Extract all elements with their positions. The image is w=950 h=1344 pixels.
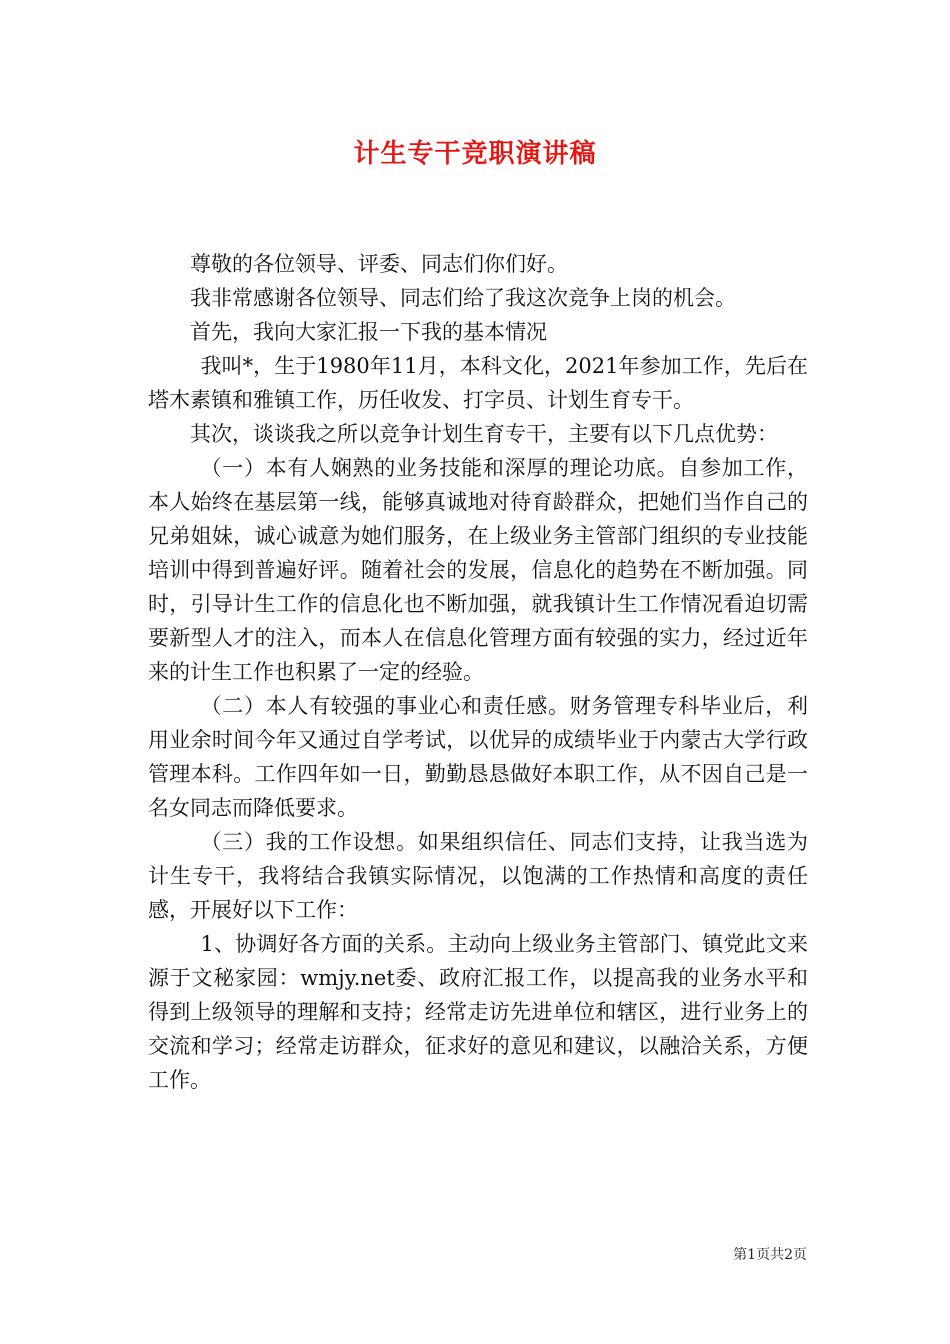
paragraph-advantage-one: （一）本有人娴熟的业务技能和深厚的理论功底。自参加工作，本人始终在基层第一线，能够真诚地对待育龄群众，把她们当作自己的兄弟姐妹，诚心诚意为她们服务，在上级业务主管部门组织的专业技能培训中得到普遍好评。随着社会的发展，信息化的趋势在不断加强。同时，引导计生工作的信息化也不断加强，就我镇计生工作情况看迫切需要新型人才的注入，而本人在信息化管理方面有较强的实力，经过近年来的计生工作也积累了一定的经验。 bbox=[148, 456, 808, 684]
page-number: 第1页共2页 bbox=[733, 1247, 807, 1263]
paragraph-intro: 首先，我向大家汇报一下我的基本情况 bbox=[190, 320, 547, 344]
document-title: 计生专干竞职演讲稿 bbox=[353, 139, 597, 169]
paragraph-basic-info: 我叫*，生于1980年11月，本科文化，2021年参加工作，先后在塔木素镇和雅镇工作，历任收发、打字员、计划生育专干。 bbox=[148, 354, 808, 412]
paragraph-advantage-two: （二）本人有较强的事业心和责任感。财务管理专科毕业后，利用业余时间今年又通过自学考试，以优异的成绩毕业于内蒙古大学行政管理本科。工作四年如一日，勤勤恳恳做好本职工作，从不因自己是一名女同志而降低要求。 bbox=[148, 694, 808, 820]
paragraph-advantage-three: （三）我的工作设想。如果组织信任、同志们支持，让我当选为计生专干，我将结合我镇实际情况，以饱满的工作热情和高度的责任感，开展好以下工作： bbox=[148, 830, 808, 922]
paragraph-work-plan-one: 1、协调好各方面的关系。主动向上级业务主管部门、镇党此文来源于文秘家园：wmjy.net委、政府汇报工作，以提高我的业务水平和得到上级领导的理解和支持；经常走访先进单位和辖区，进行业务上的交流和学习；经常走访群众，征求好的意见和建议，以融洽关系，方便工作。 bbox=[148, 932, 808, 1092]
document-body bbox=[148, 247, 808, 1097]
paragraph-greeting: 尊敬的各位领导、评委、同志们你们好。 bbox=[190, 252, 568, 276]
paragraph-advantages-intro: 其次，谈谈我之所以竞争计划生育专干，主要有以下几点优势： bbox=[190, 422, 778, 446]
paragraph-thanks: 我非常感谢各位领导、同志们给了我这次竞争上岗的机会。 bbox=[190, 286, 736, 310]
